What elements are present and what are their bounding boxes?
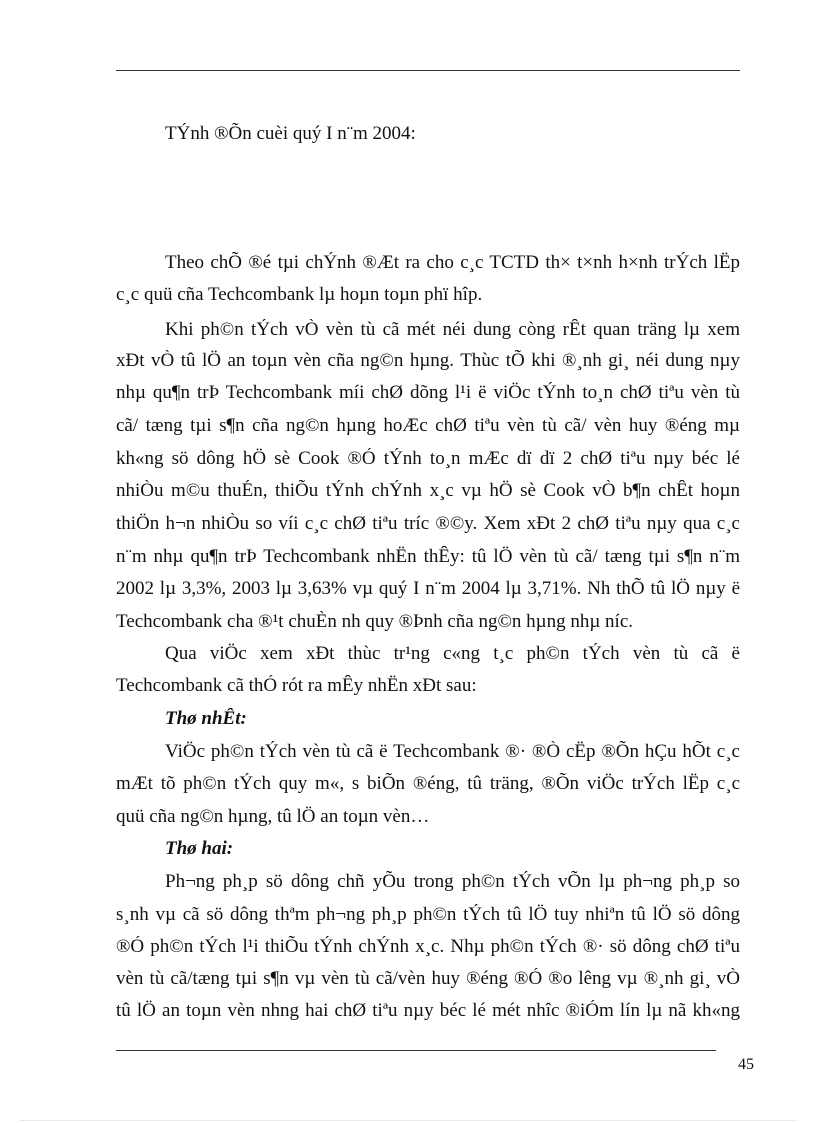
paragraph-line: Ph¬ng ph¸p sö dông chñ yÕu trong ph©n tÝch vÕn lµ ph¬ng ph¸p so <box>165 871 740 892</box>
bottom-rule <box>116 1050 716 1051</box>
paragraph-line: tû lÖ an toµn vèn nhng hai chØ tiªu nµy béc lé mét nhîc ®iÓm lín lµ nã kh«ng <box>116 1000 740 1021</box>
paragraph-line: s¸nh vµ cã sö dông thªm ph¬ng ph¸p ph©n tÝch tû lÖ tuy nhiªn tû lÖ sö dông <box>116 904 740 925</box>
section-heading: Thø nhÊt: <box>165 708 247 729</box>
paragraph-line: n¨m nhµ qu¶n trÞ Techcombank nhËn thÊy: tû lÖ vèn tù cã/ tæng tµi s¶n n¨m <box>116 546 740 567</box>
top-rule <box>116 70 740 71</box>
paragraph-line: TÝnh ®Õn cuèi quý I n¨m 2004: <box>165 123 416 144</box>
paragraph-line: xÐt vÒ tû lÖ an toµn vèn cña ng©n hµng. Thùc tÕ khi ®¸nh gi¸ néi dung nµy <box>116 350 740 371</box>
section-heading: Thø hai: <box>165 838 234 859</box>
paragraph-line: c¸c quü cña Techcombank lµ hoµn toµn phï hîp. <box>116 284 483 305</box>
page-edge-divider <box>20 1120 796 1121</box>
page-number: 45 <box>738 1056 754 1073</box>
paragraph-line: mÆt tõ ph©n tÝch quy m«, s biÕn ®éng, tû träng, ®Õn viÖc trÝch lËp c¸c <box>116 773 740 794</box>
paragraph-line: 2002 lµ 3,3%, 2003 lµ 3,63% vµ quý I n¨m 2004 lµ 3,71%. Nh thÕ tû lÖ nµy ë <box>116 578 740 599</box>
paragraph-line: vèn tù cã/tæng tµi s¶n vµ vèn tù cã/vèn huy ®éng ®Ó ®o lêng vµ ®¸nh gi¸ vÒ <box>116 968 740 989</box>
paragraph-line: thiÖn h¬n nhiÒu so víi c¸c chØ tiªu tríc ®©y. Xem xÐt 2 chØ tiªu nµy qua c¸c <box>116 513 740 534</box>
paragraph-line: Qua viÖc xem xÐt thùc tr¹ng c«ng t¸c ph©n tÝch vèn tù cã ë <box>165 643 740 664</box>
paragraph-line: nhiÒu m©u thuÉn, thiÕu tÝnh chÝnh x¸c vµ hÖ sè Cook vÒ b¶n chÊt hoµn <box>116 480 740 501</box>
paragraph-line: Techcombank cha ®¹t chuÈn nh quy ®Þnh cña ng©n hµng nhµ níc. <box>116 611 634 632</box>
paragraph-line: cã/ tæng tµi s¶n cña ng©n hµng hoÆc chØ tiªu vèn tù cã/ vèn huy ®éng mµ <box>116 415 740 436</box>
paragraph-line: ®Ó ph©n tÝch l¹i thiÕu tÝnh chÝnh x¸c. Nhµ ph©n tÝch ®· sö dông chØ tiªu <box>116 936 740 957</box>
paragraph-line: ViÖc ph©n tÝch vèn tù cã ë Techcombank ®· ®Ò cËp ®Õn hÇu hÕt c¸c <box>165 741 740 762</box>
paragraph-line: Khi ph©n tÝch vÒ vèn tù cã mét néi dung còng rÊt quan träng lµ xem <box>165 319 740 340</box>
paragraph-line: kh«ng sö dông hÖ sè Cook ®Ó tÝnh to¸n mÆc dï dï 2 chØ tiªu nµy béc lé <box>116 448 740 469</box>
paragraph-line: nhµ qu¶n trÞ Techcombank míi chØ dõng l¹i ë viÖc tÝnh to¸n chØ tiªu vèn tù <box>116 382 740 403</box>
paragraph-line: quü cña ng©n hµng, tû lÖ an toµn vèn… <box>116 806 430 827</box>
paragraph-line: Techcombank cã thÓ rót ra mÊy nhËn xÐt sau: <box>116 675 477 696</box>
paragraph-line: Theo chÕ ®é tµi chÝnh ®Æt ra cho c¸c TCTD th× t×nh h×nh trÝch lËp <box>165 252 740 273</box>
